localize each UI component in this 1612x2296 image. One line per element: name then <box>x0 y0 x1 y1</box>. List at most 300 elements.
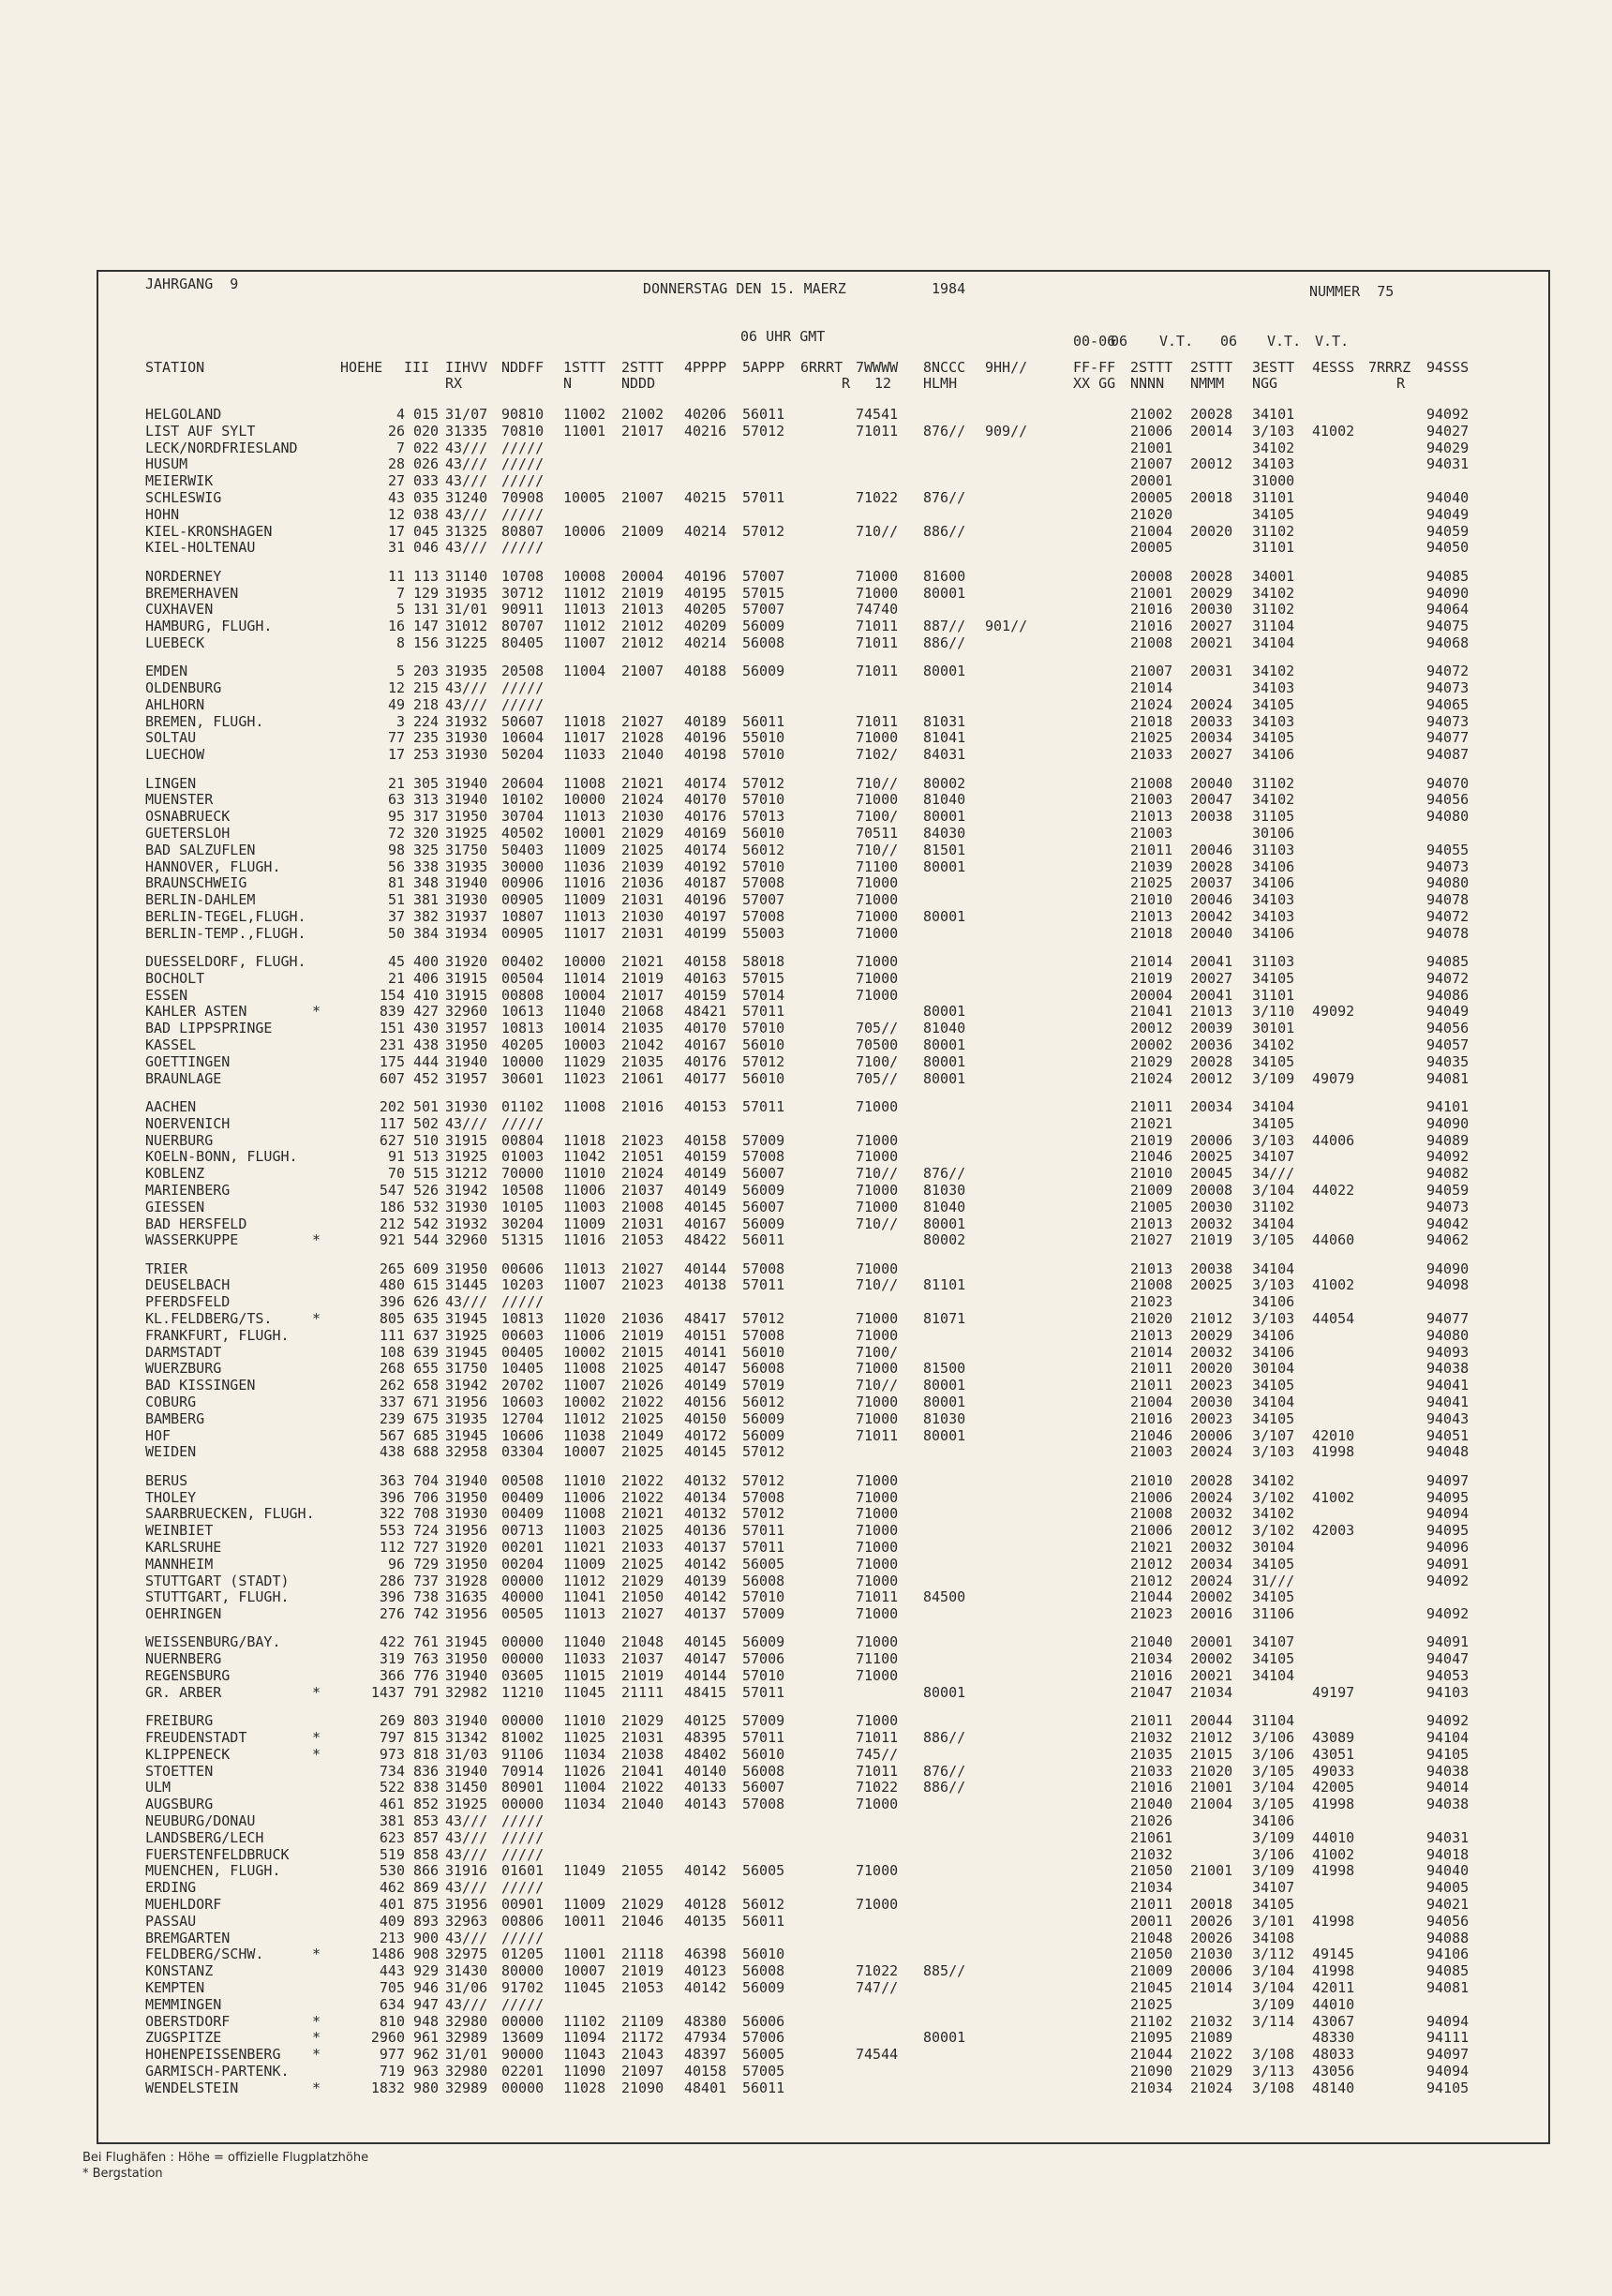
observation-value: 675 <box>413 1409 440 1427</box>
station-name: LUECHOW <box>145 746 205 764</box>
observation-value: 21048 <box>1130 1929 1173 1946</box>
observation-value: 3/108 <box>1252 2079 1295 2096</box>
observation-value: 224 <box>413 712 440 730</box>
observation-value: 852 <box>413 1796 440 1813</box>
station-height: 265 <box>379 1260 405 1277</box>
observation-value: 31102 <box>1252 774 1295 792</box>
observation-value: 10603 <box>501 1394 545 1410</box>
observation-value: 40198 <box>684 746 727 764</box>
observation-value: 31106 <box>1252 1605 1295 1623</box>
observation-value: 43/// <box>445 472 488 490</box>
observation-value: 30101 <box>1252 1020 1295 1037</box>
observation-value: 40132 <box>684 1505 727 1523</box>
observation-value: 80001 <box>923 1683 966 1701</box>
observation-value: 31940 <box>445 1667 488 1684</box>
observation-value: 836 <box>413 1762 440 1780</box>
observation-value: 020 <box>413 422 440 440</box>
observation-value: 49033 <box>1312 1762 1355 1780</box>
observation-value: 838 <box>413 1779 440 1797</box>
observation-value: 31915 <box>445 1131 488 1149</box>
observation-value: 31934 <box>445 924 488 942</box>
observation-value: 90810 <box>501 406 545 423</box>
observation-value: 34101 <box>1252 406 1295 423</box>
observation-value: 40153 <box>684 1097 727 1115</box>
observation-value: 20046 <box>1190 891 1233 909</box>
observation-value: 57011 <box>742 489 785 506</box>
observation-value: 21050 <box>1130 1862 1173 1880</box>
observation-value: 57011 <box>742 1522 785 1540</box>
observation-value: 57012 <box>742 422 785 440</box>
observation-value: ///// <box>501 1828 545 1846</box>
observation-value: 3/106 <box>1252 1845 1295 1863</box>
station-name: GR. ARBER <box>145 1683 222 1701</box>
observation-value: 50403 <box>501 841 545 858</box>
station-name: MEMMINGEN <box>145 1995 222 2013</box>
observation-value: 94021 <box>1426 1895 1470 1913</box>
observation-value: 94041 <box>1426 1394 1470 1410</box>
station-height: 5 <box>396 663 405 680</box>
station-name: COBURG <box>145 1394 197 1410</box>
station-height: 381 <box>379 1811 405 1829</box>
observation-value: 21015 <box>621 1343 664 1361</box>
observation-value: 00000 <box>501 1796 545 1813</box>
observation-value: 48422 <box>684 1231 727 1249</box>
observation-value: 21002 <box>621 406 664 423</box>
station-height: 16 <box>387 618 405 635</box>
year-label: 1984 <box>932 280 966 297</box>
station-name: OSNABRUECK <box>145 808 231 826</box>
station-height: 175 <box>379 1052 405 1070</box>
station-name: FELDBERG/SCHW. <box>145 1946 264 1963</box>
observation-value: 21033 <box>1130 746 1173 764</box>
observation-value: 853 <box>413 1811 440 1829</box>
station-height: 977 <box>379 2046 405 2064</box>
observation-value: 40209 <box>684 618 727 635</box>
station-name: ESSEN <box>145 986 188 1004</box>
observation-value: 57008 <box>742 874 785 892</box>
mountain-station-marker: * <box>312 1003 321 1021</box>
observation-value: 56009 <box>742 1633 785 1651</box>
observation-value: 91106 <box>501 1745 545 1763</box>
observation-value: 71000 <box>856 584 899 602</box>
observation-value: 94014 <box>1426 1779 1470 1797</box>
observation-value: 3/108 <box>1252 2046 1295 2064</box>
observation-value: 11006 <box>563 1181 606 1199</box>
station-height: 12 <box>387 505 405 523</box>
observation-value: 94049 <box>1426 1003 1470 1021</box>
observation-value: 131 <box>413 601 440 619</box>
observation-value: 34103 <box>1252 455 1295 473</box>
observation-value: 21025 <box>621 1409 664 1427</box>
observation-value: 31103 <box>1252 953 1295 970</box>
observation-value: 32980 <box>445 2012 488 2030</box>
observation-value: 21033 <box>621 1538 664 1556</box>
observation-value: 81040 <box>923 1020 966 1037</box>
observation-value: 40147 <box>684 1360 727 1378</box>
observation-value: 01102 <box>501 1097 545 1115</box>
observation-value: 80405 <box>501 634 545 651</box>
station-height: 213 <box>379 1929 405 1946</box>
observation-value: 21043 <box>621 2046 664 2064</box>
observation-value: 40172 <box>684 1426 727 1444</box>
observation-value: 00508 <box>501 1471 545 1489</box>
observation-value: 10604 <box>501 729 545 747</box>
observation-value: 48330 <box>1312 2029 1355 2047</box>
observation-value: 71011 <box>856 1426 899 1444</box>
observation-value: 57008 <box>742 1260 785 1277</box>
observation-value: 21007 <box>1130 663 1173 680</box>
observation-value: 20021 <box>1190 634 1233 651</box>
station-height: 2960 <box>370 2029 405 2047</box>
station-height: 81 <box>387 874 405 892</box>
observation-value: 34104 <box>1252 1394 1295 1410</box>
observation-value: 20006 <box>1190 1131 1233 1149</box>
observation-value: 40143 <box>684 1796 727 1813</box>
column-header: 5APPP <box>742 359 785 376</box>
observation-value: 033 <box>413 472 440 490</box>
observation-value: 21024 <box>1190 2079 1233 2096</box>
observation-value: 94089 <box>1426 1131 1470 1149</box>
observation-value: 11007 <box>563 1377 606 1394</box>
column-header: 7WWWW <box>856 359 899 376</box>
observation-value: 147 <box>413 618 440 635</box>
observation-value: 20018 <box>1190 1895 1233 1913</box>
observation-value: 10000 <box>563 953 606 970</box>
observation-value: 21013 <box>1190 1003 1233 1021</box>
observation-value: 56008 <box>742 1360 785 1378</box>
observation-value: 94097 <box>1426 1471 1470 1489</box>
observation-value: 40167 <box>684 1036 727 1053</box>
observation-value: 80001 <box>923 1036 966 1053</box>
observation-value: 11008 <box>563 1097 606 1115</box>
observation-value: 7100/ <box>856 1343 899 1361</box>
observation-value: 21011 <box>1130 841 1173 858</box>
station-name: AACHEN <box>145 1097 197 1115</box>
observation-value: 706 <box>413 1488 440 1506</box>
station-name: GIESSEN <box>145 1198 205 1215</box>
observation-value: 71022 <box>856 489 899 506</box>
observation-value: 44054 <box>1312 1310 1355 1327</box>
observation-value: 42005 <box>1312 1779 1355 1797</box>
observation-value: 21008 <box>621 1198 664 1215</box>
observation-value: 94005 <box>1426 1879 1470 1897</box>
observation-value: 56009 <box>742 663 785 680</box>
observation-value: 58018 <box>742 953 785 970</box>
observation-value: 57008 <box>742 1326 785 1344</box>
observation-value: 40205 <box>684 601 727 619</box>
observation-value: 94098 <box>1426 1276 1470 1294</box>
observation-value: 908 <box>413 1946 440 1963</box>
station-height: 276 <box>379 1605 405 1623</box>
observation-value: 56010 <box>742 1069 785 1087</box>
observation-value: 20012 <box>1190 1069 1233 1087</box>
observation-value: 21020 <box>1130 505 1173 523</box>
observation-value: 32963 <box>445 1912 488 1930</box>
station-name: DUESSELDORF, FLUGH. <box>145 953 306 970</box>
observation-value: 31942 <box>445 1181 488 1199</box>
observation-value: 55003 <box>742 924 785 942</box>
observation-value: 21008 <box>1130 1276 1173 1294</box>
observation-value: 11042 <box>563 1148 606 1166</box>
observation-value: 31915 <box>445 986 488 1004</box>
station-height: 45 <box>387 953 405 970</box>
station-name: MUENCHEN, FLUGH. <box>145 1862 281 1880</box>
observation-value: 3/109 <box>1252 1862 1295 1880</box>
observation-value: 21019 <box>1130 969 1173 987</box>
observation-value: 3/105 <box>1252 1762 1295 1780</box>
observation-value: 21008 <box>1130 634 1173 651</box>
observation-value: 94073 <box>1426 712 1470 730</box>
observation-value: 20024 <box>1190 695 1233 713</box>
station-height: 56 <box>387 857 405 875</box>
station-height: 1437 <box>370 1683 405 1701</box>
station-height: 231 <box>379 1036 405 1053</box>
observation-value: 34105 <box>1252 1895 1295 1913</box>
station-height: 49 <box>387 695 405 713</box>
station-height: 154 <box>379 986 405 1004</box>
observation-value: 3/109 <box>1252 1995 1295 2013</box>
observation-value: 81041 <box>923 729 966 747</box>
observation-value: 901// <box>985 618 1028 635</box>
station-name: HOHENPEISSENBERG <box>145 2046 281 2064</box>
observation-value: 20034 <box>1190 1555 1233 1573</box>
station-name: KL.FELDBERG/TS. <box>145 1310 273 1327</box>
observation-value: ///// <box>501 539 545 557</box>
observation-value: 40158 <box>684 1131 727 1149</box>
observation-value: 71000 <box>856 1097 899 1115</box>
observation-value: 20006 <box>1190 1426 1233 1444</box>
observation-value: 57011 <box>742 1003 785 1021</box>
observation-value: 71011 <box>856 618 899 635</box>
observation-value: 710// <box>856 522 899 540</box>
station-name: HOF <box>145 1426 172 1444</box>
observation-value: 737 <box>413 1572 440 1589</box>
observation-value: 81040 <box>923 791 966 809</box>
observation-value: 71000 <box>856 1260 899 1277</box>
observation-value: 21011 <box>1130 1377 1173 1394</box>
station-name: ERDING <box>145 1879 197 1897</box>
observation-value: 56009 <box>742 1409 785 1427</box>
observation-value: 34105 <box>1252 695 1295 713</box>
observation-value: 21032 <box>1130 1728 1173 1746</box>
observation-value: 31920 <box>445 953 488 970</box>
observation-value: 31101 <box>1252 986 1295 1004</box>
station-name: STOETTEN <box>145 1762 214 1780</box>
observation-value: 10203 <box>501 1276 545 1294</box>
observation-value: 48033 <box>1312 2046 1355 2064</box>
station-name: FUERSTENFELDBRUCK <box>145 1845 290 1863</box>
station-height: 719 <box>379 2062 405 2080</box>
observation-value: 94027 <box>1426 422 1470 440</box>
observation-value: 34106 <box>1252 1326 1295 1344</box>
observation-value: 688 <box>413 1443 440 1461</box>
observation-value: 80000 <box>501 1962 545 1980</box>
observation-value: 21003 <box>1130 791 1173 809</box>
observation-value: 94095 <box>1426 1522 1470 1540</box>
observation-value: 045 <box>413 522 440 540</box>
observation-value: 11012 <box>563 584 606 602</box>
observation-value: 869 <box>413 1879 440 1897</box>
observation-value: 639 <box>413 1343 440 1361</box>
observation-value: 31942 <box>445 1377 488 1394</box>
observation-value: 962 <box>413 2046 440 2064</box>
observation-value: 30601 <box>501 1069 545 1087</box>
station-name: HANNOVER, FLUGH. <box>145 857 281 875</box>
column-header-sub: 12 <box>874 375 892 392</box>
station-height: 21 <box>387 774 405 792</box>
mountain-station-marker: * <box>312 2029 321 2047</box>
station-height: 363 <box>379 1471 405 1489</box>
observation-value: 94111 <box>1426 2029 1470 2047</box>
observation-value: 3/104 <box>1252 1962 1295 1980</box>
observation-value: 11010 <box>563 1165 606 1183</box>
observation-value: 40502 <box>501 824 545 842</box>
observation-value: 57005 <box>742 2062 785 2080</box>
observation-value: 80001 <box>923 808 966 826</box>
observation-value: 31102 <box>1252 1198 1295 1215</box>
column-header-sub: XX GG <box>1073 375 1116 392</box>
observation-value: 94105 <box>1426 1745 1470 1763</box>
station-height: 37 <box>387 907 405 925</box>
column-header: 4ESSS <box>1312 359 1355 376</box>
observation-value: 71000 <box>856 907 899 925</box>
observation-value: 3/113 <box>1252 2062 1295 2080</box>
observation-value: 20002 <box>1130 1036 1173 1053</box>
observation-value: 34105 <box>1252 969 1295 987</box>
observation-value: 3/109 <box>1252 1828 1295 1846</box>
observation-value: 00000 <box>501 1572 545 1589</box>
observation-value: 046 <box>413 539 440 557</box>
observation-value: 31102 <box>1252 522 1295 540</box>
observation-value: 57008 <box>742 1148 785 1166</box>
observation-value: 71000 <box>856 1862 899 1880</box>
observation-value: 31957 <box>445 1020 488 1037</box>
column-header: 7RRRZ <box>1368 359 1411 376</box>
observation-value: 71000 <box>856 1326 899 1344</box>
observation-value: 11018 <box>563 1131 606 1149</box>
observation-value: 609 <box>413 1260 440 1277</box>
observation-value: 94092 <box>1426 1712 1470 1730</box>
observation-value: 00409 <box>501 1488 545 1506</box>
observation-value: 34106 <box>1252 746 1295 764</box>
station-name: LANDSBERG/LECH <box>145 1828 264 1846</box>
column-header: IIHVV <box>445 359 488 376</box>
mountain-station-marker: * <box>312 1683 321 1701</box>
observation-value: 48140 <box>1312 2079 1355 2096</box>
observation-value: 71000 <box>856 986 899 1004</box>
observation-value: 21053 <box>621 1231 664 1249</box>
observation-value: 21046 <box>621 1912 664 1930</box>
observation-value: 34102 <box>1252 791 1295 809</box>
observation-value: 381 <box>413 891 440 909</box>
observation-value: 34107 <box>1252 1879 1295 1897</box>
observation-value: 655 <box>413 1360 440 1378</box>
observation-value: 7100/ <box>856 808 899 826</box>
observation-value: 40196 <box>684 729 727 747</box>
observation-value: 74544 <box>856 2046 899 2064</box>
observation-value: 31935 <box>445 1409 488 1427</box>
observation-value: 035 <box>413 489 440 506</box>
observation-value: 57006 <box>742 2029 785 2047</box>
observation-value: 71000 <box>856 1522 899 1540</box>
observation-value: 71000 <box>856 1360 899 1378</box>
station-name: GUETERSLOH <box>145 824 231 842</box>
observation-value: 3/104 <box>1252 1181 1295 1199</box>
observation-value: 71000 <box>856 969 899 987</box>
observation-value: 40142 <box>684 1862 727 1880</box>
observation-value: 21011 <box>1130 1360 1173 1378</box>
observation-value: 34102 <box>1252 663 1295 680</box>
observation-value: 444 <box>413 1052 440 1070</box>
observation-value: 21095 <box>1130 2029 1173 2047</box>
observation-value: 57009 <box>742 1605 785 1623</box>
observation-value: 90911 <box>501 601 545 619</box>
observation-value: 31104 <box>1252 618 1295 635</box>
observation-value: 31935 <box>445 857 488 875</box>
observation-value: 94080 <box>1426 1326 1470 1344</box>
observation-value: 80001 <box>923 1003 966 1021</box>
observation-value: 34105 <box>1252 1052 1295 1070</box>
station-height: 96 <box>387 1555 405 1573</box>
observation-value: 31950 <box>445 1650 488 1668</box>
column-header-sub: NMMM <box>1190 375 1225 392</box>
observation-value: 41002 <box>1312 1276 1355 1294</box>
observation-value: 21024 <box>1130 695 1173 713</box>
observation-value: 81501 <box>923 841 966 858</box>
observation-value: 21031 <box>621 924 664 942</box>
observation-value: 94093 <box>1426 1343 1470 1361</box>
observation-value: 56011 <box>742 1231 785 1249</box>
observation-value: 21050 <box>1130 1946 1173 1963</box>
observation-value: 11001 <box>563 1946 606 1963</box>
mountain-station-marker: * <box>312 1728 321 1746</box>
observation-value: 34106 <box>1252 874 1295 892</box>
observation-value: 31930 <box>445 1505 488 1523</box>
observation-value: 40149 <box>684 1377 727 1394</box>
observation-value: 34104 <box>1252 1667 1295 1684</box>
station-height: 112 <box>379 1538 405 1556</box>
observation-value: 56011 <box>742 1912 785 1930</box>
observation-value: 20012 <box>1190 1522 1233 1540</box>
observation-value: 94073 <box>1426 1198 1470 1215</box>
station-height: 3 <box>396 712 405 730</box>
observation-value: 21021 <box>621 1505 664 1523</box>
observation-value: 00402 <box>501 953 545 970</box>
observation-value: 21025 <box>621 841 664 858</box>
observation-value: 40147 <box>684 1650 727 1668</box>
observation-value: 21019 <box>621 1667 664 1684</box>
mountain-station-marker: * <box>312 1946 321 1963</box>
station-height: 269 <box>379 1712 405 1730</box>
group-header: 06 <box>1111 333 1128 350</box>
observation-value: 01205 <box>501 1946 545 1963</box>
observation-value: 43056 <box>1312 2062 1355 2080</box>
station-height: 268 <box>379 1360 405 1378</box>
observation-value: 215 <box>413 679 440 696</box>
observation-value: 40144 <box>684 1260 727 1277</box>
observation-value: 20040 <box>1190 774 1233 792</box>
observation-value: 21022 <box>621 1394 664 1410</box>
observation-value: 43/// <box>445 439 488 456</box>
observation-value: 20014 <box>1190 422 1233 440</box>
observation-value: 94070 <box>1426 774 1470 792</box>
observation-value: 34106 <box>1252 1811 1295 1829</box>
observation-value: 31225 <box>445 634 488 651</box>
observation-value: 56010 <box>742 1946 785 1963</box>
observation-value: 47934 <box>684 2029 727 2047</box>
observation-value: 41998 <box>1312 1796 1355 1813</box>
observation-value: 43/// <box>445 539 488 557</box>
